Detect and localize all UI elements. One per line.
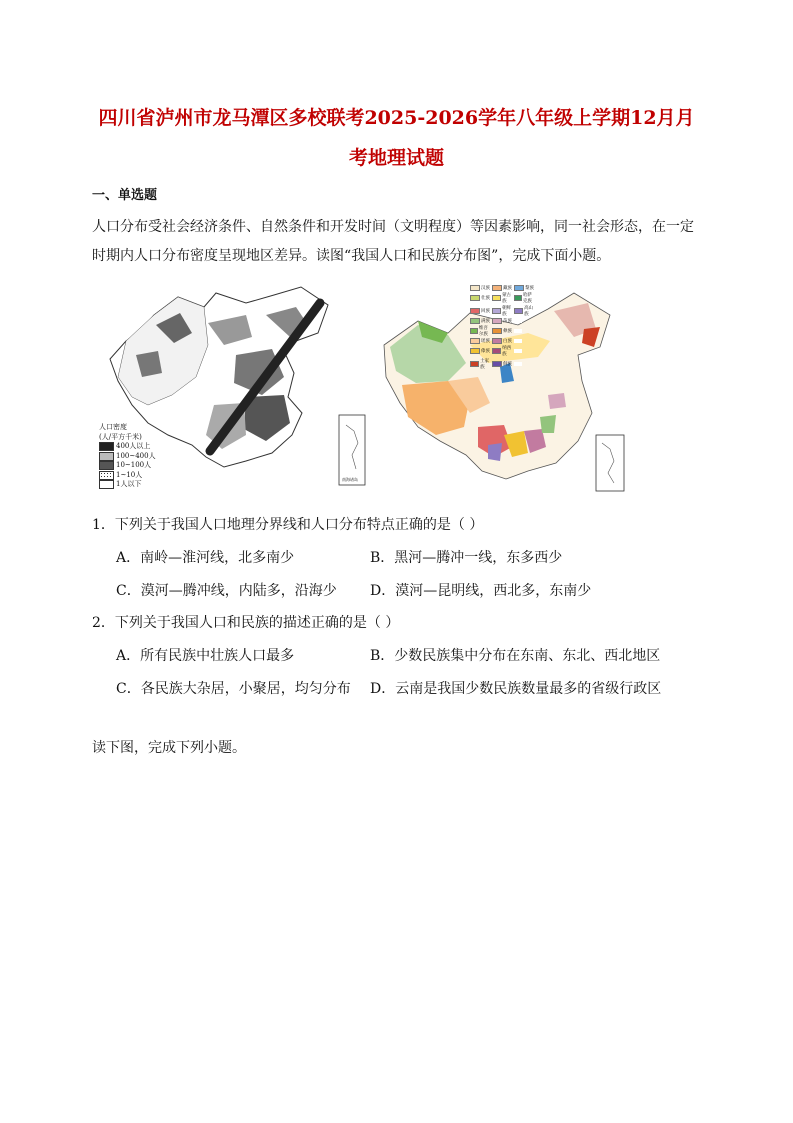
legend-swatch xyxy=(99,442,114,451)
ethnic-legend-label: 彝族 xyxy=(503,329,512,334)
ethnic-legend-item xyxy=(492,358,514,370)
ethnic-legend-label: 汉族 xyxy=(481,286,490,291)
ethnic-legend-item xyxy=(492,318,514,324)
read-next-instruction: 读下图，完成下列小题。 xyxy=(92,740,246,756)
ethnic-legend xyxy=(470,285,536,370)
ethnic-legend-label: 傣族 xyxy=(481,349,490,354)
ethnic-legend-swatch xyxy=(492,348,501,354)
question-1-stem: 1．下列关于我国人口地理分界线和人口分布特点正确的是（ ） xyxy=(92,517,484,533)
ethnic-legend-label: 白族 xyxy=(503,339,512,344)
ethnic-legend-swatch xyxy=(514,362,522,366)
ethnic-legend-label: 侗族 xyxy=(503,362,512,367)
legend-label: 100~400人 xyxy=(116,451,156,460)
ethnic-legend-swatch xyxy=(470,361,479,367)
question-2-option-d: D．云南是我国少数民族数量最多的省级行政区 xyxy=(370,681,662,697)
population-density-map xyxy=(96,285,368,495)
ethnic-legend-label: 藏族 xyxy=(503,286,512,291)
ethnic-legend-swatch xyxy=(492,361,502,367)
question-1-option-b: B．黑河—腾冲一线，东多西少 xyxy=(370,550,563,566)
intro-paragraph: 人口分布受社会经济条件、自然条件和开发时间（文明程度）等因素影响，同一社会形态，在一定时期内人口分布密度呈现地区差异。读图“我国人口和民族分布图”，完成下面小题。 xyxy=(92,219,694,264)
section-heading: 一、单选题 xyxy=(92,188,158,203)
ethnic-legend-item xyxy=(470,338,492,344)
question-1-option-c: C．漠河—腾冲线，内陆多，沿海少 xyxy=(116,583,337,599)
legend-label: 400人以上 xyxy=(116,442,151,450)
legend-swatch xyxy=(99,461,114,470)
ethnic-legend-label: 高山族 xyxy=(524,306,534,317)
ethnic-legend-swatch xyxy=(514,295,522,301)
ethnic-legend-swatch xyxy=(514,319,522,323)
ethnic-legend-item xyxy=(470,318,492,324)
ethnic-legend-item xyxy=(492,285,514,291)
question-1-option-a: A．南岭—淮河线，北多南少 xyxy=(116,550,295,566)
question-1-option-d: D．漠河—昆明线，西北多，东南少 xyxy=(370,583,592,599)
legend-item xyxy=(99,461,156,471)
ethnic-legend-item xyxy=(514,358,536,370)
question-2-stem: 2．下列关于我国人口和民族的描述正确的是（ ） xyxy=(92,615,400,631)
ethnic-legend-swatch xyxy=(492,295,501,301)
ethnic-legend-item xyxy=(514,292,536,304)
ethnic-legend-swatch xyxy=(470,318,480,324)
ethnic-legend-swatch xyxy=(470,295,480,301)
ethnic-legend-swatch xyxy=(470,348,480,354)
ethnic-legend-item xyxy=(514,305,536,317)
ethnic-legend-swatch xyxy=(514,329,522,333)
ethnic-legend-label: 朝鲜族 xyxy=(502,306,512,317)
ethnic-legend-item xyxy=(492,292,514,304)
ethnic-legend-item xyxy=(514,318,536,324)
question-2-option-c: C．各民族大杂居，小聚居，均匀分布 xyxy=(116,681,351,697)
ethnic-legend-swatch xyxy=(514,349,522,353)
ethnic-legend-swatch xyxy=(470,308,480,314)
ethnic-distribution-map xyxy=(378,285,628,495)
legend-item xyxy=(99,442,156,452)
title-line-2: 考地理试题 xyxy=(348,147,444,169)
ethnic-legend-label: 蒙古族 xyxy=(502,293,512,304)
legend-item xyxy=(99,480,156,490)
legend-title: 人口密度 xyxy=(99,423,127,431)
ethnic-legend-item xyxy=(514,285,536,291)
ethnic-legend-swatch xyxy=(492,338,502,344)
ethnic-legend-swatch xyxy=(492,285,502,291)
ethnic-legend-item xyxy=(514,338,536,344)
ethnic-legend-item xyxy=(492,325,514,337)
legend-unit: (人/平方千米) xyxy=(99,432,142,441)
legend-label: 1~10人 xyxy=(116,470,143,479)
inset-label: 南海诸岛 xyxy=(342,477,358,482)
document-title xyxy=(60,98,733,178)
ethnic-legend-label: 哈萨克族 xyxy=(522,293,532,304)
ethnic-legend-swatch xyxy=(492,328,502,334)
ethnic-legend-label: 维吾尔族 xyxy=(478,326,488,337)
ethnic-legend-swatch xyxy=(470,328,478,334)
ethnic-legend-swatch xyxy=(514,339,522,343)
legend-item xyxy=(99,452,156,462)
ethnic-legend-label: 瑶族 xyxy=(481,339,490,344)
question-2-option-a: A．所有民族中壮族人口最多 xyxy=(116,648,295,664)
ethnic-legend-swatch xyxy=(470,285,480,291)
legend-swatch xyxy=(99,452,114,461)
ethnic-legend-item xyxy=(470,292,492,304)
ethnic-legend-item xyxy=(470,325,492,337)
ethnic-legend-item xyxy=(514,325,536,337)
question-2-option-b: B．少数民族集中分布在东南、东北、西北地区 xyxy=(370,648,661,664)
ethnic-legend-item xyxy=(470,285,492,291)
ethnic-legend-swatch xyxy=(514,285,524,291)
ethnic-legend-label: 满族 xyxy=(481,319,490,324)
ethnic-legend-item xyxy=(492,338,514,344)
ethnic-legend-item xyxy=(470,358,492,370)
ethnic-legend-item xyxy=(470,345,492,357)
ethnic-legend-item xyxy=(492,345,514,357)
ethnic-legend-label: 苗族 xyxy=(503,319,512,324)
ethnic-legend-label: 回族 xyxy=(481,309,490,314)
ethnic-legend-label: 土家族 xyxy=(480,359,490,370)
legend-label: 10~100人 xyxy=(116,461,152,469)
legend-swatch xyxy=(99,471,114,480)
title-line-1: 四川省泸州市龙马潭区多校联考2025-2026学年八年级上学期12月月 xyxy=(98,107,695,129)
ethnic-legend-swatch xyxy=(492,308,501,314)
ethnic-legend-swatch xyxy=(514,308,523,314)
legend-swatch xyxy=(99,480,114,489)
ethnic-legend-swatch xyxy=(470,338,480,344)
ethnic-legend-label: 纳西族 xyxy=(502,346,512,357)
ethnic-legend-swatch xyxy=(492,318,502,324)
ethnic-legend-label: 壮族 xyxy=(481,296,490,301)
ethnic-legend-item xyxy=(514,345,536,357)
legend-item xyxy=(99,471,156,481)
ethnic-legend-item xyxy=(492,305,514,317)
ethnic-legend-item xyxy=(470,305,492,317)
ethnic-legend-label: 黎族 xyxy=(525,286,534,291)
legend-label: 1人以下 xyxy=(116,480,142,488)
density-legend xyxy=(99,423,156,490)
